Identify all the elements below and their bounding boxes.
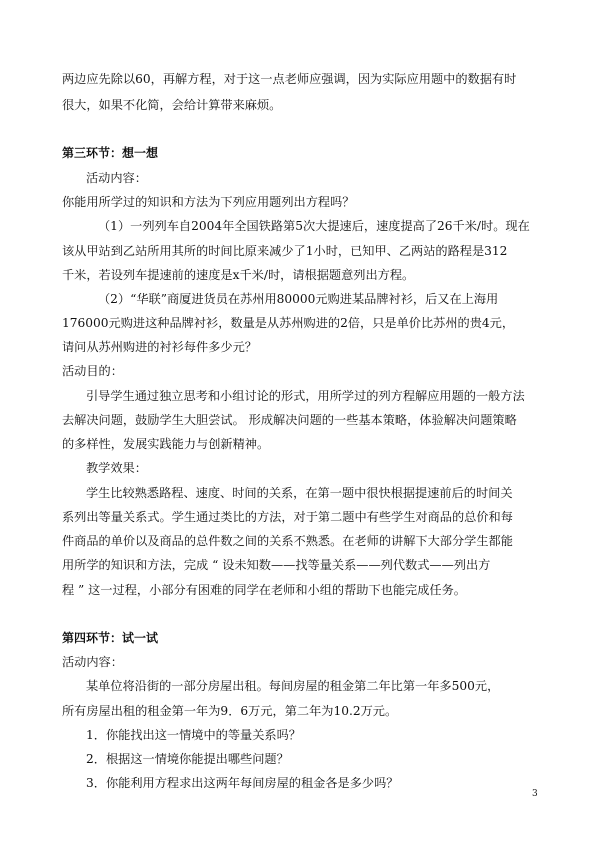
text-line: 很大，如果不化简，会给计算带来麻烦。 [62,98,282,112]
text-line: 某单位将沿街的一部分房屋出租。每间房屋的租金第二年比第一年多500元， [86,679,500,693]
text-line: 活动内容： [62,655,123,669]
section-heading: 第四环节：试一试 [62,631,159,645]
text-line: 引导学生通过独立思考和小组讨论的形式，用所学过的列方程解应用题的一般方法 [86,389,525,403]
text-line: 176000元购进这种品牌衬衫，数量是从苏州购进的2倍，只是单价比苏州的贵4元， [62,316,515,330]
text-line: （1）一列列车自2004年全国铁路第5次大提速后，速度提高了26千米/时。现在 [98,219,530,233]
text-line: 的多样性，发展实践能力与创新精神。 [62,437,270,451]
text-line: 两边应先除以60，再解方程，对于这一点老师应强调，因为实际应用题中的数据有时 [62,72,517,86]
text-line: 活动目的： [62,364,123,378]
list-item: 2．根据这一情境你能提出哪些问题？ [86,752,289,766]
text-line: 去解决问题，鼓励学生大胆尝试。 形成解决问题的一些基本策略，体验解决问题策略 [62,413,517,427]
text-line: 件商品的单价以及商品的总件数之间的关系不熟悉。在老师的讲解下大部分学生都能 [62,534,513,548]
text-line: （2）“华联”商厦进货员在苏州用80000元购进某品牌衬衫，后又在上海用 [98,292,499,306]
text-line: 该从甲站到乙站所用其所的时间比原来减少了1小时，已知甲、乙两站的路程是312 [62,244,508,258]
text-line: 千米，若设列车提速前的速度是x千米/时，请根据题意列出方程。 [62,268,415,282]
list-item: 1．你能找出这一情境中的等量关系吗？ [86,728,301,742]
text-line: 学生比较熟悉路程、速度、时间的关系，在第一题中很快根据提速前后的时间关 [86,486,513,500]
text-line: 请问从苏州购进的衬衫每件多少元？ [62,340,257,354]
text-line: 程 ” 这一过程，小部分有困难的同学在老师和小组的帮助下也能完成任务。 [62,583,466,597]
text-line: 教学效果： [86,461,147,475]
text-line: 系列出等量关系式。学生通过类比的方法，对于第二题中有些学生对商品的总价和每 [62,510,513,524]
page-number: 3 [532,789,538,799]
text-line: 你能用所学过的知识和方法为下列应用题列出方程吗？ [62,195,355,209]
text-line: 所有房屋出租的租金第一年为9．6万元，第二年为10.2万元。 [62,704,398,718]
section-heading: 第三环节：想一想 [62,146,159,160]
text-line: 活动内容： [86,171,147,185]
list-item: 3．你能利用方程求出这两年每间房屋的租金各是多少吗？ [86,776,399,790]
text-line: 用所学的知识和方法，完成 “ 设未知数——找等量关系——列代数式——列出方 [62,558,491,572]
